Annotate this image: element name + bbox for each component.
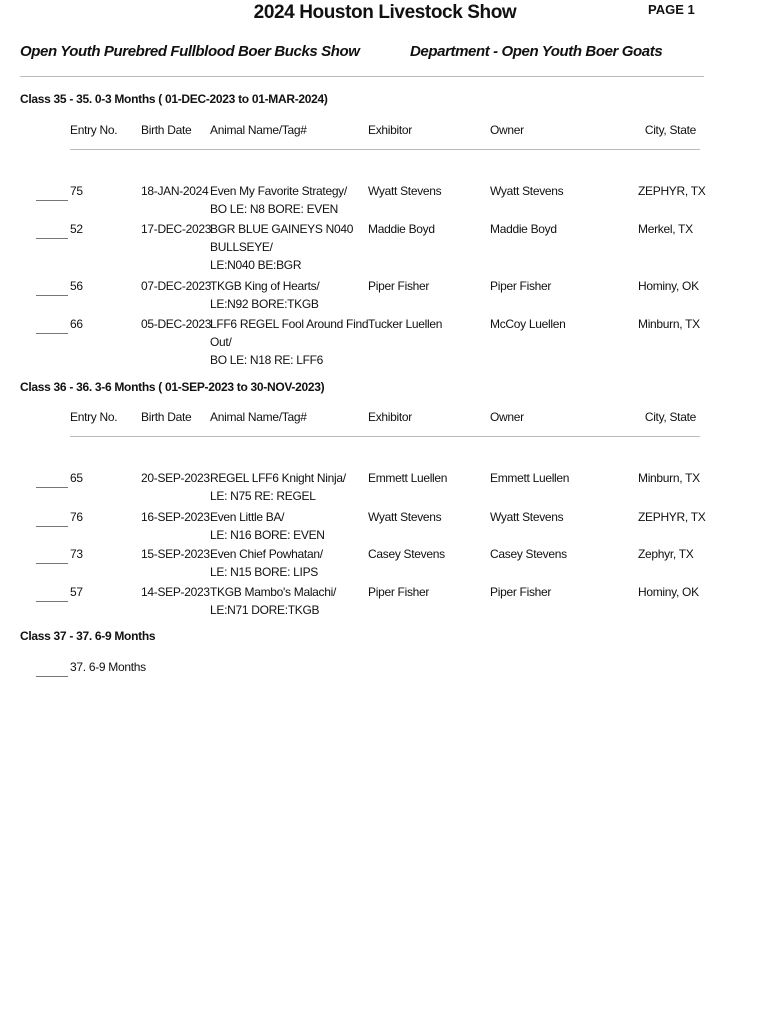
column-header-city: City, State	[644, 410, 696, 424]
column-header-birth-date: Birth Date	[141, 123, 192, 137]
column-header-entry: Entry No.	[70, 123, 118, 137]
animal-name: TKGB King of Hearts/ LE:N92 BORE:TKGB	[210, 279, 320, 311]
entry-number: 76	[70, 510, 83, 524]
animal-name: Even Chief Powhatan/ LE: N15 BORE: LIPS	[210, 547, 323, 579]
class-note: 37. 6-9 Months	[70, 660, 146, 674]
entry-number: 66	[70, 317, 83, 331]
city-state: ZEPHYR, TX	[638, 510, 706, 524]
entry-number: 75	[70, 184, 83, 198]
birth-date: 15-SEP-2023	[141, 547, 210, 561]
city-state: Merkel, TX	[638, 222, 693, 236]
animal-name: Even Little BA/ LE: N16 BORE: EVEN	[210, 510, 325, 542]
animal-name: LFF6 REGEL Fool Around Find Out/ BO LE: N18 RE: LFF6	[210, 317, 369, 367]
show-name: Open Youth Purebred Fullblood Boer Bucks Show	[20, 43, 360, 60]
birth-date: 18-JAN-2024	[141, 184, 209, 198]
city-state: Hominy, OK	[638, 585, 699, 599]
owner: Wyatt Stevens	[490, 510, 564, 524]
entry-blank-line	[36, 601, 68, 602]
birth-date: 20-SEP-2023	[141, 471, 210, 485]
class-title: Class 35 - 35. 0-3 Months ( 01-DEC-2023 to 01-MAR-2024)	[20, 92, 328, 106]
owner: Wyatt Stevens	[490, 184, 564, 198]
entry-number: 56	[70, 279, 83, 293]
entry-number: 57	[70, 585, 83, 599]
animal-name: TKGB Mambo's Malachi/ LE:N71 DORE:TKGB	[210, 585, 337, 617]
page-number: PAGE 1	[648, 2, 695, 17]
column-header-city: City, State	[644, 123, 696, 137]
entry-blank-line	[36, 487, 68, 488]
birth-date: 17-DEC-2023	[141, 222, 212, 236]
entry-blank-line	[36, 200, 68, 201]
entry-blank-line	[36, 238, 68, 239]
entry-blank-line	[36, 295, 68, 296]
animal-name: REGEL LFF6 Knight Ninja/ LE: N75 RE: REGEL	[210, 471, 346, 503]
entry-number: 73	[70, 547, 83, 561]
column-header-divider	[70, 436, 700, 437]
entry-blank-line	[36, 676, 68, 677]
exhibitor: Piper Fisher	[368, 279, 430, 293]
document-title: 2024 Houston Livestock Show	[253, 2, 517, 23]
city-state: ZEPHYR, TX	[638, 184, 706, 198]
column-header-animal: Animal Name/Tag#	[210, 123, 307, 137]
column-header-owner: Owner	[490, 410, 524, 424]
entry-number: 65	[70, 471, 83, 485]
class-title: Class 37 - 37. 6-9 Months	[20, 629, 156, 643]
entry-blank-line	[36, 333, 68, 334]
column-header-exhibitor: Exhibitor	[368, 123, 412, 137]
entry-number: 52	[70, 222, 83, 236]
city-state: Minburn, TX	[638, 471, 700, 485]
owner: Piper Fisher	[490, 279, 552, 293]
owner: Emmett Luellen	[490, 471, 570, 485]
exhibitor: Wyatt Stevens	[368, 184, 442, 198]
exhibitor: Wyatt Stevens	[368, 510, 442, 524]
birth-date: 14-SEP-2023	[141, 585, 210, 599]
exhibitor: Maddie Boyd	[368, 222, 435, 236]
exhibitor: Emmett Luellen	[368, 471, 448, 485]
city-state: Hominy, OK	[638, 279, 699, 293]
column-header-animal: Animal Name/Tag#	[210, 410, 307, 424]
exhibitor: Casey Stevens	[368, 547, 445, 561]
exhibitor: Tucker Luellen	[368, 317, 443, 331]
entry-blank-line	[36, 526, 68, 527]
class-title: Class 36 - 36. 3-6 Months ( 01-SEP-2023 to 30-NOV-2023)	[20, 380, 325, 394]
department-name: Department - Open Youth Boer Goats	[410, 43, 663, 60]
animal-name: BGR BLUE GAINEYS N040 BULLSEYE/ LE:N040 BE:BGR	[210, 222, 354, 272]
birth-date: 16-SEP-2023	[141, 510, 210, 524]
header-divider	[20, 76, 704, 77]
city-state: Minburn, TX	[638, 317, 700, 331]
birth-date: 07-DEC-2023	[141, 279, 212, 293]
owner: Piper Fisher	[490, 585, 552, 599]
column-header-owner: Owner	[490, 123, 524, 137]
exhibitor: Piper Fisher	[368, 585, 430, 599]
animal-name: Even My Favorite Strategy/ BO LE: N8 BORE: EVEN	[210, 184, 347, 216]
column-header-divider	[70, 149, 700, 150]
column-header-exhibitor: Exhibitor	[368, 410, 412, 424]
column-header-birth-date: Birth Date	[141, 410, 192, 424]
owner: McCoy Luellen	[490, 317, 566, 331]
column-header-entry: Entry No.	[70, 410, 118, 424]
entry-blank-line	[36, 563, 68, 564]
birth-date: 05-DEC-2023	[141, 317, 212, 331]
owner: Maddie Boyd	[490, 222, 557, 236]
city-state: Zephyr, TX	[638, 547, 694, 561]
owner: Casey Stevens	[490, 547, 567, 561]
